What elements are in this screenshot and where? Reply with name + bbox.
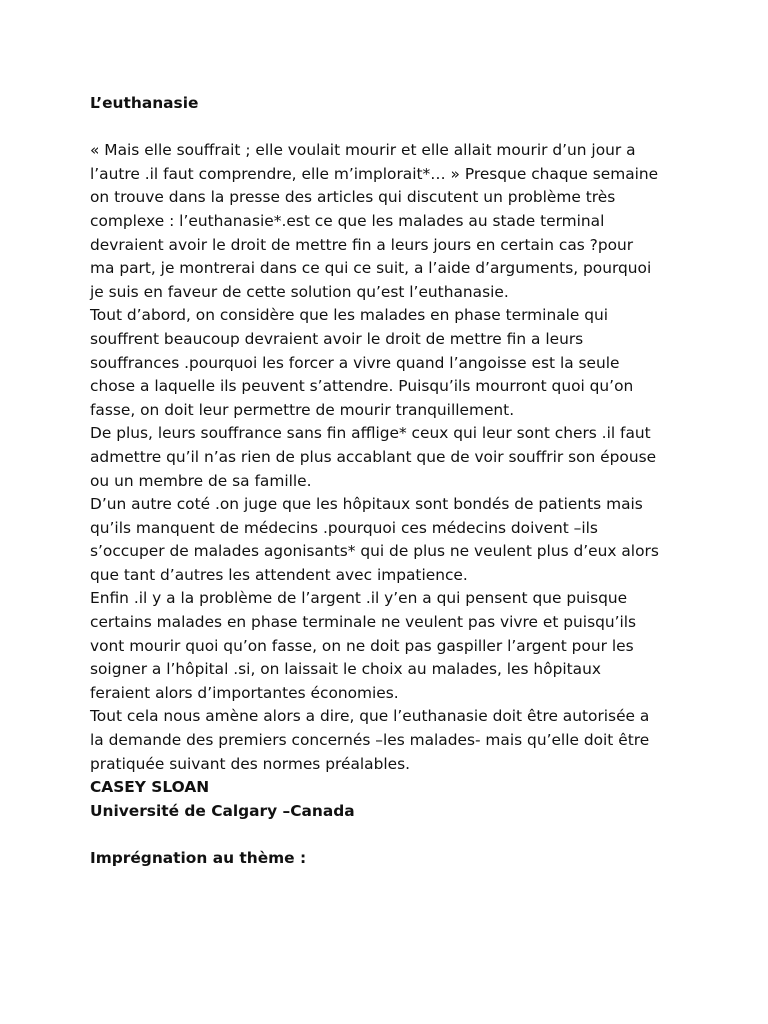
- body-line: ou un membre de sa famille.: [90, 471, 312, 490]
- body-line: admettre qu’il n’as rien de plus accablant que de voir souffrir son épouse: [90, 447, 657, 466]
- author-affiliation: Université de Calgary –Canada: [90, 801, 355, 820]
- body-line: la demande des premiers concernés –les malades- mais qu’elle doit être: [90, 731, 650, 750]
- body-line: je suis en faveur de cette solution qu’est l’euthanasie.: [90, 282, 509, 301]
- body-line: souffrent beaucoup devraient avoir le droit de mettre fin a leurs: [90, 329, 584, 348]
- author-name: CASEY SLOAN: [90, 778, 210, 797]
- body-line: qu’ils manquent de médecins .pourquoi ces médecins doivent –ils: [90, 518, 598, 537]
- body-line: Tout cela nous amène alors a dire, que l’euthanasie doit être autorisée a: [90, 707, 650, 726]
- body-line: souffrances .pourquoi les forcer a vivre quand l’angoisse est la seule: [90, 353, 620, 372]
- body-line: pratiquée suivant des normes préalables.: [90, 754, 411, 773]
- document-body: [90, 139, 720, 776]
- blank-line: [90, 823, 720, 847]
- document-title: L’euthanasie: [90, 94, 199, 112]
- body-line: De plus, leurs souffrance sans fin afflige* ceux qui leur sont chers .il faut: [90, 424, 651, 443]
- body-line: « Mais elle souffrait ; elle voulait mourir et elle allait mourir d’un jour a: [90, 141, 636, 160]
- body-line: l’autre .il faut comprendre, elle m’implorait*… » Presque chaque semaine: [90, 164, 659, 183]
- body-line: feraient alors d’importantes économies.: [90, 683, 399, 702]
- body-line: D’un autre coté .on juge que les hôpitaux sont bondés de patients mais: [90, 495, 643, 514]
- body-line: complexe : l’euthanasie*.est ce que les malades au stade terminal: [90, 211, 605, 230]
- document-page: [90, 92, 720, 871]
- body-line: devraient avoir le droit de mettre fin a leurs jours en certain cas ?pour: [90, 235, 634, 254]
- body-line: vont mourir quoi qu’on fasse, on ne doit pas gaspiller l’argent pour les: [90, 636, 634, 655]
- body-line: certains malades en phase terminale ne veulent pas vivre et puisqu’ils: [90, 613, 637, 632]
- body-line: Enfin .il y a la problème de l’argent .il y’en a qui pensent que puisque: [90, 589, 628, 608]
- body-line: soigner a l’hôpital .si, on laissait le choix au malades, les hôpitaux: [90, 660, 601, 679]
- body-line: que tant d’autres les attendent avec impatience.: [90, 565, 468, 584]
- body-line: s’occuper de malades agonisants* qui de plus ne veulent plus d’eux alors: [90, 542, 659, 561]
- section-heading: Imprégnation au thème :: [90, 849, 307, 867]
- body-line: ma part, je montrerai dans ce qui ce suit, a l’aide d’arguments, pourquoi: [90, 259, 652, 278]
- body-line: on trouve dans la presse des articles qui discutent un problème très: [90, 188, 616, 207]
- body-line: chose a laquelle ils peuvent s’attendre. Puisqu’ils mourront quoi qu’on: [90, 377, 634, 396]
- body-line: Tout d’abord, on considère que les malades en phase terminale qui: [90, 306, 609, 325]
- body-line: fasse, on doit leur permettre de mourir tranquillement.: [90, 400, 515, 419]
